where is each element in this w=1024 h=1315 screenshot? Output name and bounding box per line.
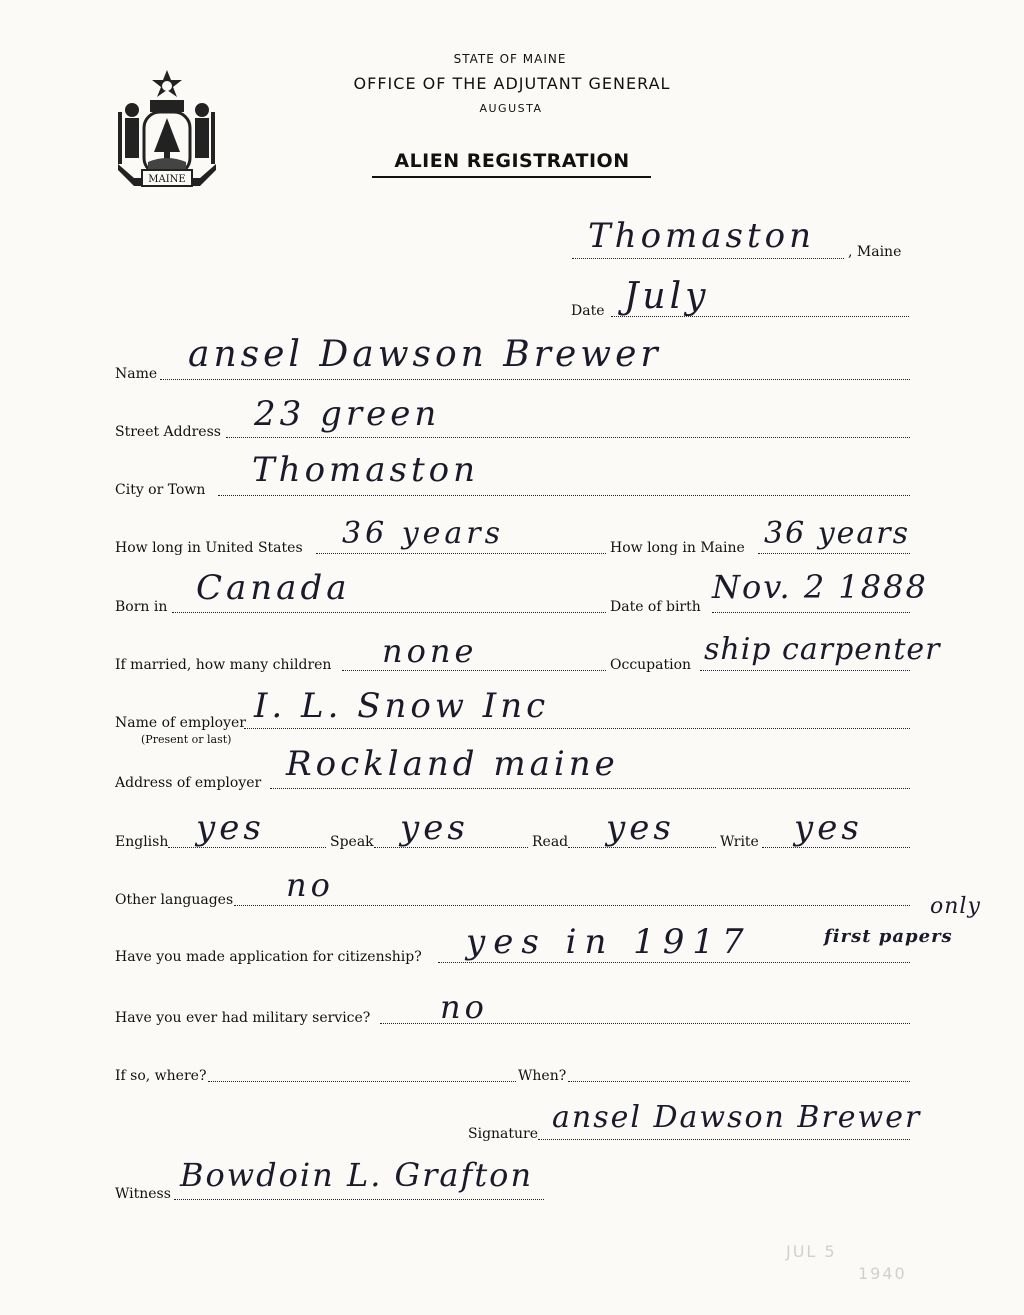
witness-value: Bowdoin L. Grafton [180, 1156, 534, 1194]
speak-value: yes [400, 808, 469, 848]
english-value: yes [196, 808, 265, 848]
where-line [208, 1081, 516, 1082]
received-stamp-date: JUL 5 [786, 1242, 837, 1261]
us-years-line [316, 553, 606, 554]
maine-years-line [758, 553, 910, 554]
city-value: Thomaston [252, 450, 480, 490]
town-suffix: , Maine [848, 244, 902, 260]
employer-label: Name of employer [115, 715, 246, 731]
speak-label: Speak [330, 834, 374, 850]
header-city: AUGUSTA [479, 102, 543, 115]
dob-line [712, 612, 910, 613]
us-years-label: How long in United States [115, 540, 303, 556]
children-line [342, 670, 606, 671]
name-label: Name [115, 366, 158, 382]
employer-line [244, 728, 910, 729]
town-value: Thomaston [588, 216, 816, 256]
date-label: Date [571, 303, 605, 319]
name-line [160, 379, 910, 380]
employer-address-label: Address of employer [115, 775, 262, 791]
other-languages-line [234, 905, 910, 906]
where-label: If so, where? [115, 1068, 207, 1084]
read-value: yes [606, 808, 675, 848]
city-label: City or Town [115, 482, 206, 498]
citizenship-value: yes in 1917 [466, 922, 752, 962]
maine-years-label: How long in Maine [610, 540, 745, 556]
read-label: Read [532, 834, 569, 850]
street-line [226, 437, 910, 438]
employer-address-value: Rockland maine [286, 744, 619, 784]
received-stamp-year: 1940 [858, 1264, 907, 1283]
maine-years-value: 36 years [764, 516, 911, 551]
military-value: no [440, 988, 488, 1026]
signature-line [538, 1139, 910, 1140]
other-languages-value: no [286, 866, 334, 904]
dob-label: Date of birth [610, 599, 701, 615]
occupation-label: Occupation [610, 657, 692, 673]
occupation-line [700, 670, 910, 671]
title-underline [372, 176, 651, 178]
children-value: none [382, 632, 478, 670]
born-line [172, 612, 606, 613]
employer-value: I. L. Snow Inc [254, 686, 550, 726]
dob-value: Nov. 2 1888 [712, 568, 928, 606]
citizenship-note: first papers [824, 926, 953, 947]
street-value: 23 green [254, 394, 441, 434]
military-label: Have you ever had military service? [115, 1010, 371, 1026]
us-years-value: 36 years [342, 516, 505, 551]
citizenship-note-only: only [930, 894, 981, 919]
other-languages-label: Other languages [115, 892, 234, 908]
children-label: If married, how many children [115, 657, 332, 673]
employer-address-line [270, 788, 910, 789]
witness-label: Witness [115, 1186, 171, 1202]
signature-label: Signature [468, 1126, 539, 1142]
signature-value: ansel Dawson Brewer [552, 1100, 922, 1135]
write-label: Write [720, 834, 759, 850]
citizenship-label: Have you made application for citizenship? [115, 949, 422, 965]
born-label: Born in [115, 599, 168, 615]
when-line [568, 1081, 910, 1082]
town-line [572, 258, 844, 259]
born-value: Canada [196, 568, 351, 608]
header-office: OFFICE OF THE ADJUTANT GENERAL [353, 74, 671, 93]
header-state: STATE OF MAINE [453, 52, 567, 66]
street-label: Street Address [115, 424, 221, 440]
occupation-value: ship carpenter [704, 632, 941, 667]
date-value: July [624, 276, 710, 317]
city-line [218, 495, 910, 496]
employer-sublabel: (Present or last) [141, 733, 232, 746]
name-value: ansel Dawson Brewer [188, 334, 662, 375]
english-label: English [115, 834, 169, 850]
seal-banner-text: MAINE [148, 174, 186, 185]
citizenship-line [438, 962, 910, 963]
witness-line [174, 1199, 544, 1200]
form-title: ALIEN REGISTRATION [394, 150, 630, 172]
when-label: When? [518, 1068, 567, 1084]
write-value: yes [794, 808, 863, 848]
